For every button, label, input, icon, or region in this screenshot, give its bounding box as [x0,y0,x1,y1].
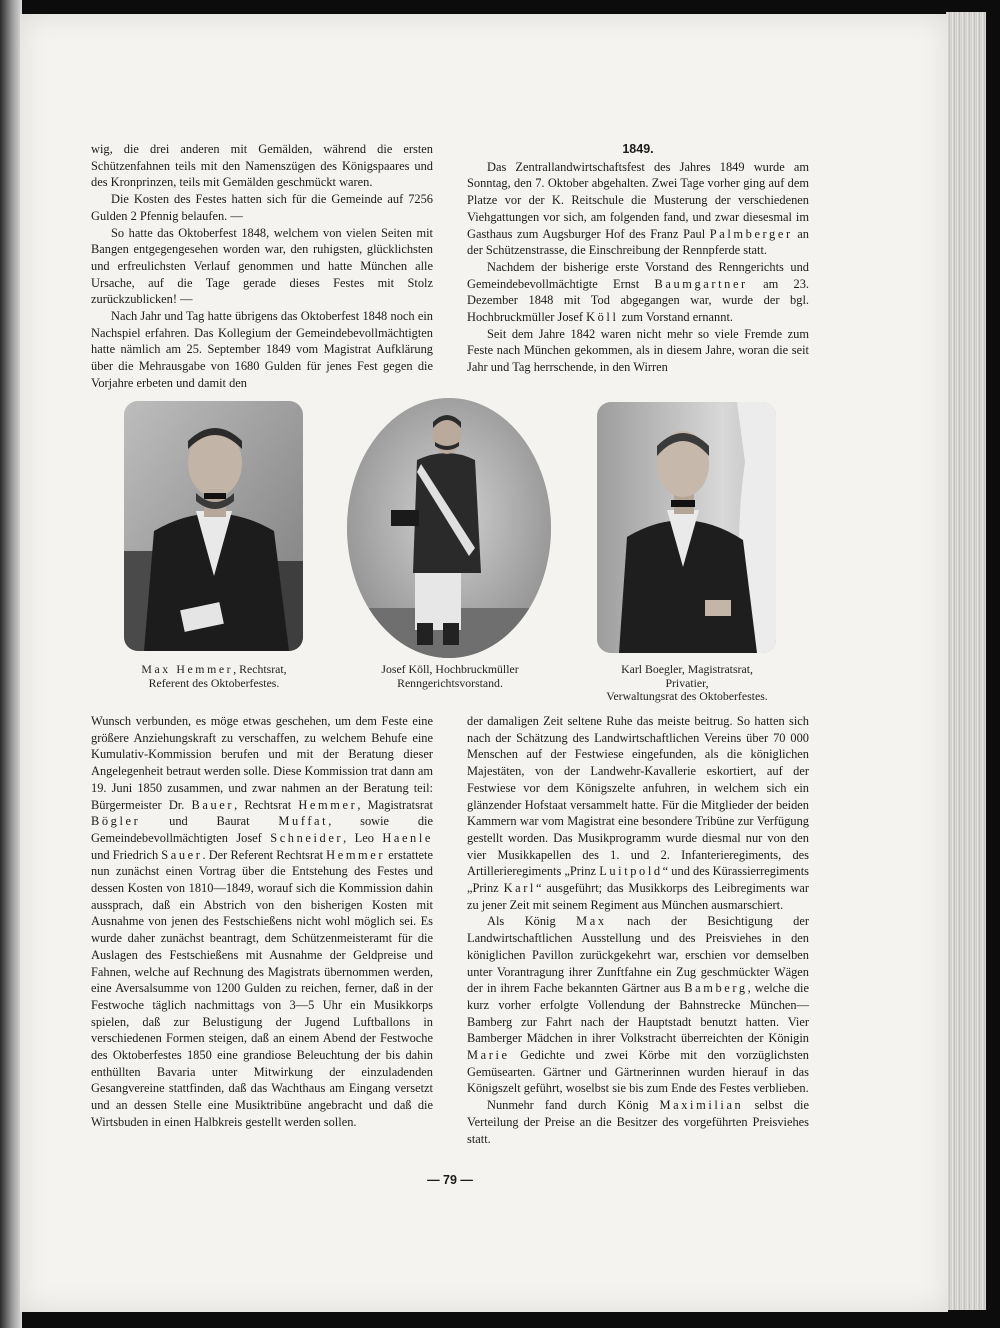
spaced-name: Max [576,914,607,929]
portrait-koell-image [347,398,551,658]
left-column-top [91,141,433,392]
spaced-name: Bauer [191,797,235,812]
spaced-name: Hemmer [326,847,386,862]
scan-border [986,0,1000,1328]
right-column-top [467,141,809,376]
caption-line: Privatier, [665,675,709,690]
spaced-name: Sauer [161,847,203,862]
page-number: — 79 — [427,1173,473,1187]
caption-boegler [590,663,784,704]
right-column-bottom [467,713,809,1147]
paragraph: wig, die drei anderen mit Gemälden, während die ersten Schützenfahnen teils mit den Namenszügen des Königspaares und des Kronprinzen, teils mit Gemälden geschmückt waren. [91,142,433,190]
paragraph: Nunmehr fand durch König Maximilian selbst die Verteilung der Preise an die Besitzer des vorgeführten Preisviehes statt. [467,1098,809,1146]
previous-page-edge [0,0,22,1328]
spaced-name: Baumgartner [654,276,748,291]
caption-line: Verwaltungsrat des Oktoberfestes. [606,689,768,704]
spaced-name: Bamberg [684,981,748,996]
portrait-koell [347,398,551,658]
paragraph: der damaligen Zeit seltene Ruhe das meiste beitrug. So hatten sich nach der Schätzung des Landwirtschaftlichen Vereins über 70 000 Menschen auf der Festwiese eingefunden, als die königlichen Majestäten, von der Landwehr-Kavallerie eskortiert, auf der Festwiese vor dem Königszelte anfuhren, in welchem sich ein glänzender Hofstaat versammelt hatte. Für die Mitglieder der beiden Kammern war vom Magistrat eine besondere Tribüne zur Verfügung gestellt worden. Das Musikprogramm wurde diesmal nur von den vier Musikkapellen des 1. und 2. Infanterieregiments, des Artillerieregiments „Prinz Luitpold“ und des Kürassierregiments „Prinz Karl“ ausgeführt; das Musikkorps des Leibregiments war zu jener Zeit mit seinem Regiment aus München ausmarschiert. [467,714,809,912]
spaced-name: Köll [586,310,619,325]
caption-koell [349,663,551,690]
spaced-name: Schneider [270,830,344,845]
left-column-bottom [91,713,433,1131]
caption-line: Renngerichtsvorstand. [397,675,503,690]
spaced-name: Muffat [278,814,329,829]
spaced-name: Marie [467,1048,510,1063]
paragraph: Nachdem der bisherige erste Vorstand des Renngerichts und Gemeindebevollmächtigte Ernst Baumgartner am 23. Dezember 1848 mit Tod abgegangen war, wurde der bgl. Hochbruckmüller Josef Köll zum Vorstand ernannt. [467,259,809,325]
spaced-name: Luitpold [599,864,663,879]
portrait-boegler [597,402,776,653]
caption-hemmer [124,663,304,690]
caption-line: Referent des Oktoberfestes. [148,675,280,690]
spaced-name: Max Hemmer [141,662,234,676]
portrait-hemmer-image [124,401,303,651]
paragraph: Die Kosten des Festes hatten sich für die Gemeinde auf 7256 Gulden 2 Pfennig belaufen. — [91,192,433,223]
caption-line: Karl Boegler, Magistratsrat, [621,662,753,676]
paragraph: Nach Jahr und Tag hatte übrigens das Oktoberfest 1848 noch ein Nachspiel erfahren. Das Kollegium der Gemeindebevollmächtigten hatte nämlich am 25. September 1849 vom Magistrat Aufklärung über die Mehrausgabe von 1680 Gulden für jenes Fest gegen die Vorjahre erbeten und damit den [91,309,433,390]
spaced-name: Palmberger [709,226,793,241]
page-stack-edge [946,12,986,1310]
section-heading: 1849. [622,142,654,156]
paragraph: Wunsch verbunden, es möge etwas geschehen, um dem Feste eine größere Anziehungskraft zu verschaffen, zu welchem Behufe eine Kumulativ-Kommission berufen und mit der Beratung dieser Angelegenheit betraut werden solle. Diese Kommission trat dann am 19. Juni 1850 zusammen, und zwar nahmen an der Beratung teil: Bürgermeister Dr. Bauer, Rechtsrat Hemmer, Magistratsrat Bögler und Baurat Muffat, sowie die Gemeindebevollmächtigten Josef Schneider, Leo Haenle und Friedrich Sauer. Der Referent Rechtsrat Hemmer erstattete nun zunächst einen Vortrag über die Entstehung des Festes und dessen Kosten von 1810—1849, worauf sich die Kommission dahin aussprach, daß ein Abstrich von den bisherigen Kosten mit Ausnahme von jenen des Festschießens nicht wohl möglich sei. Es wurde daher zunächst beantragt, dem Schützenmeisteramt für die Auslagen des Festschießens mit Ausnahme der Geldpreise und Fahnen, welche auf Rechnung des Magistrats übernommen werden, eine Aversalsumme von 1200 Gulden zu reichen, ferner, daß in der Festwoche täglich nachmittags von 3—5 Uhr ein Musikkorps spielen, daß zur Belustigung der Jugend Luftballons in verschiedenen Formen steigen, daß an einem Abend der Festwoche des Oktoberfestes 1850 eine grandiose Beleuchtung der bis dahin enthüllten Bavaria unter Mitwirkung der einzuladenden Gesangvereine stattfinden, daß das Wachthaus am Eingang versetzt und an dessen Stelle eine Musiktribüne angebracht und daß die Wirtsbuden in einen Halbkreis gestellt werden sollen. [91,714,433,1129]
spaced-name: Hemmer [298,797,358,812]
spaced-name: Maximilian [659,1098,744,1113]
caption-line: Max Hemmer, Rechtsrat, [141,662,287,676]
paragraph: Als König Max nach der Besichtigung der Landwirtschaftlichen Ausstellung und des Preisviehes in den königlichen Pavillon zurückgekehrt war, erschien vor demselben unter Vorantragung ihrer Zunftfahne ein Zug geschmückter Wägen der in ihrem Fache bekannten Gärtner aus Bamberg, welche die kurz vorher erfolgte Vollendung der Bahnstrecke München—Bamberg zur Fahrt nach der Hauptstadt benutzt hatten. Vier Bamberger Mädchen in ihrer Volkstracht überreichten der Königin Marie Gedichte und zwei Körbe mit den vorzüglichsten Gemüsearten. Gärtner und Gärtnerinnen wurden hierauf in das Königszelt geführt, woselbst sie bis zum Ende des Festes verblieben. [467,914,810,1096]
caption-line: Josef Köll, Hochbruckmüller [381,662,519,676]
paragraph: So hatte das Oktoberfest 1848, welchem von vielen Seiten mit Bangen entgegengesehen worden war, den ruhigsten, glücklichsten und erfreulichsten Verlauf genommen und hatte München alle Ursache, auf die Tage gerade dieses Festes mit Stolz zurückzublicken! — [91,225,433,307]
spaced-name: Bögler [91,814,141,829]
portrait-boegler-image [597,402,776,653]
spaced-name: Haenle [382,830,433,845]
spaced-name: Karl [503,881,536,896]
paragraph: Seit dem Jahre 1842 waren nicht mehr so viele Fremde zum Feste nach München gekommen, als in diesem Jahre, woran die seit Jahr und Tag herrschende, in den Wirren [467,326,809,375]
portrait-hemmer [124,401,303,651]
paragraph: Das Zentrallandwirtschaftsfest des Jahres 1849 wurde am Sonntag, den 7. Oktober abgehalten. Zwei Tage vorher ging auf dem Platze vor der K. Reitschule die Musterung der verschiedenen Viehgattungen vor sich, am folgenden fand, und zwar diesesmal im Gasthaus zum Augsburger Hof des Franz Paul Palmberger an der Schützenstrasse, die Einschreibung der Rennpferde statt. [467,159,809,258]
